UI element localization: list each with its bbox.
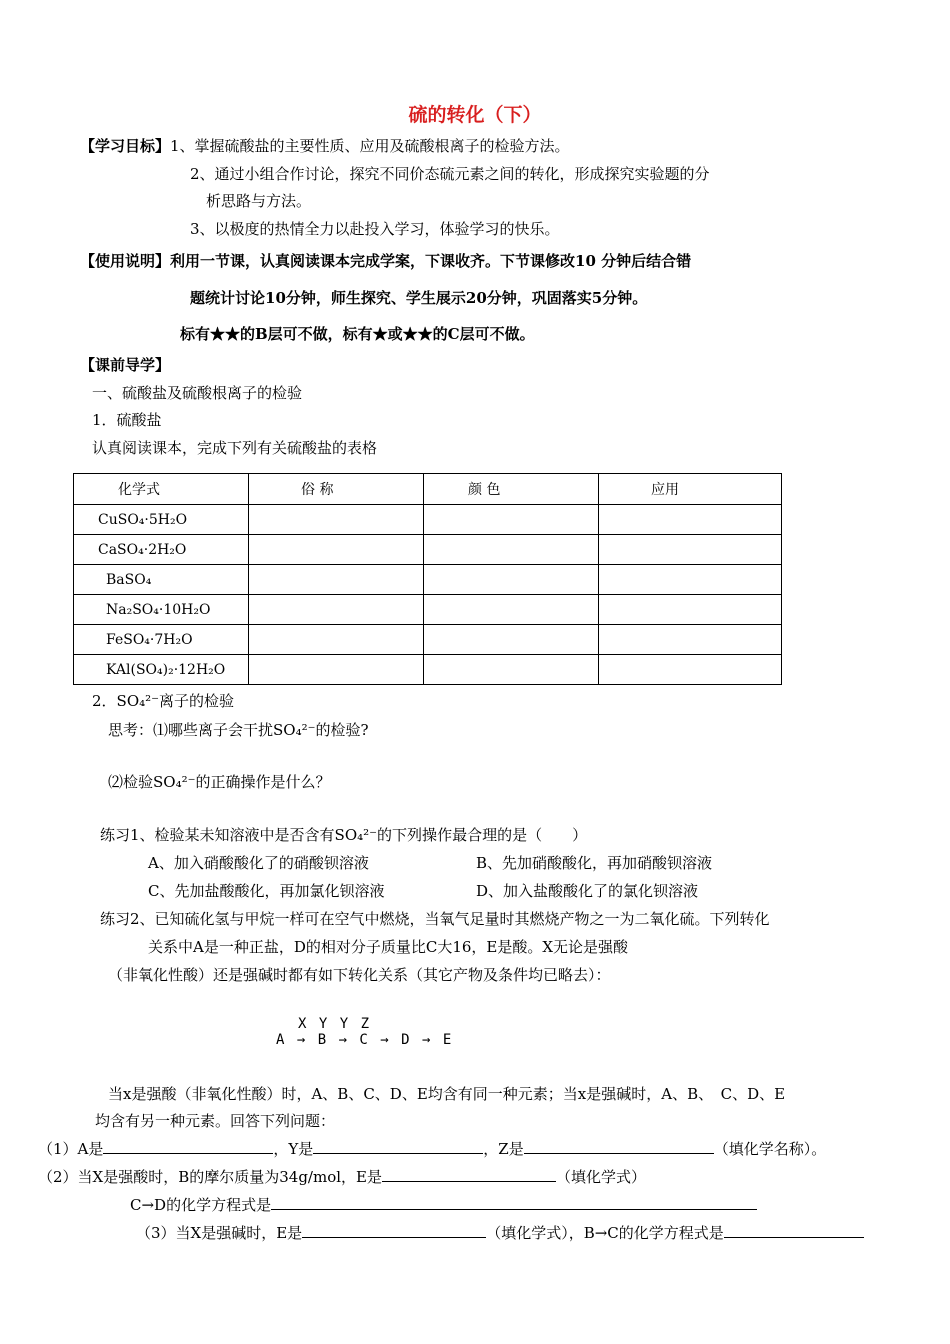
q2-label: （2）当X是强酸时，B的摩尔质量为34g/mol，E是 (38, 1168, 382, 1186)
question-3 (136, 1222, 864, 1243)
instruction: 认真阅读课本，完成下列有关硫酸盐的表格 (92, 439, 378, 457)
usage-text-2: 题统计讨论10分钟，师生探究、学生展示20分钟，巩固落实5分钟。 (190, 289, 648, 307)
exercise-1-stem: 练习1、检验某未知溶液中是否含有SO₄²⁻的下列操作最合理的是（ ） (100, 826, 588, 844)
blank-cell[interactable] (249, 595, 424, 625)
blank-cell[interactable] (424, 505, 599, 535)
blank-cell[interactable] (424, 655, 599, 685)
subsection-2: 2．SO₄²⁻离子的检验 (92, 692, 235, 710)
q2-equation-label: C→D的化学方程式是 (130, 1196, 272, 1214)
page-title: 硫的转化（下） (408, 104, 542, 126)
table-row (74, 625, 782, 655)
objective-1: 1、掌握硫酸盐的主要性质、应用及硫酸根离子的检验方法。 (170, 137, 570, 155)
blank-cell[interactable] (599, 625, 782, 655)
blank-cell[interactable] (599, 595, 782, 625)
think-question-2: ⑵检验SO₄²⁻的正确操作是什么？ (108, 773, 331, 791)
blank-cell[interactable] (424, 565, 599, 595)
blank-cell[interactable] (424, 535, 599, 565)
exercise-2-line1: 练习2、已知硫化氢与甲烷一样可在空气中燃烧，当氧气足量时其燃烧产物之一为二氧化硫。下列转化 (100, 910, 770, 928)
header-color: 颜 色 (424, 474, 599, 505)
exercise-2-line5: 均含有另一种元素。回答下列问题： (95, 1112, 336, 1130)
q1-a-label: （1）A是 (38, 1140, 104, 1158)
table-row (74, 655, 782, 685)
table-row (74, 535, 782, 565)
exercise-2-line3: （非氧化性酸）还是强碱时都有如下转化关系（其它产物及条件均已略去）： (108, 966, 611, 984)
usage-text-1: 利用一节课，认真阅读课本完成学案，下课收齐。下节课修改10 分钟后结合错 (170, 252, 692, 270)
exercise-2-line2: 关系中A是一种正盐，D的相对分子质量比C大16，E是酸。X无论是强酸 (148, 938, 629, 956)
usage-label: 【使用说明】 (80, 252, 171, 270)
table-row (74, 505, 782, 535)
think-question-1: 思考：⑴哪些离子会干扰SO₄²⁻的检验? (108, 721, 369, 739)
objectives-label: 【学习目标】 (80, 137, 171, 155)
formula-cell: BaSO₄ (74, 565, 249, 595)
blank-cell[interactable] (249, 535, 424, 565)
q1-z-label: ，Z是 (483, 1140, 524, 1158)
answer-blank-c-to-d[interactable] (271, 1195, 757, 1210)
exercise-1-option-d[interactable]: D、加入盐酸酸化了的氯化钡溶液 (476, 882, 699, 900)
blank-cell[interactable] (249, 565, 424, 595)
section-heading: 一、硫酸盐及硫酸根离子的检验 (92, 384, 303, 402)
header-formula: 化学式 (74, 474, 249, 505)
formula-cell: CuSO₄·5H₂O (74, 505, 249, 535)
objective-3: 3、以极度的热情全力以赴投入学习，体验学习的快乐。 (190, 220, 560, 238)
table-row (74, 565, 782, 595)
exercise-1-option-c[interactable]: C、先加盐酸酸化，再加氯化钡溶液 (148, 882, 385, 900)
q2-suffix: （填化学式） (556, 1168, 647, 1186)
answer-blank-y[interactable] (313, 1139, 483, 1154)
q3-mid: （填化学式），B→C的化学方程式是 (486, 1224, 724, 1242)
q3-label: （3）当X是强碱时，E是 (136, 1224, 303, 1242)
question-2-equation (130, 1194, 757, 1215)
blank-cell[interactable] (424, 625, 599, 655)
blank-cell[interactable] (424, 595, 599, 625)
answer-blank-e-acid[interactable] (382, 1167, 556, 1182)
answer-blank-z[interactable] (524, 1139, 714, 1154)
answer-blank-e-base[interactable] (302, 1223, 486, 1238)
formula-cell: KAl(SO₄)₂·12H₂O (74, 655, 249, 685)
exercise-2-line4: 当x是强酸（非氧化性酸）时，A、B、C、D、E均含有同一种元素；当x是强碱时，A、B、 C、D、E (108, 1085, 786, 1103)
question-2 (38, 1166, 646, 1187)
sulfate-table (73, 473, 782, 685)
blank-cell[interactable] (249, 625, 424, 655)
conversion-reagents: X Y Y Z (298, 1016, 372, 1032)
exercise-1-option-b[interactable]: B、先加硝酸酸化，再加硝酸钡溶液 (476, 854, 713, 872)
blank-cell[interactable] (249, 655, 424, 685)
question-1 (38, 1138, 826, 1159)
conversion-chain: A → B → C → D → E (276, 1032, 454, 1048)
objective-2b: 析思路与方法。 (206, 192, 312, 210)
usage-line1 (80, 250, 691, 271)
blank-cell[interactable] (599, 655, 782, 685)
objective-2a: 2、通过小组合作讨论，探究不同价态硫元素之间的转化，形成探究实验题的分 (190, 165, 710, 183)
blank-cell[interactable] (599, 535, 782, 565)
formula-cell: FeSO₄·7H₂O (74, 625, 249, 655)
blank-cell[interactable] (249, 505, 424, 535)
table-row (74, 595, 782, 625)
formula-cell: Na₂SO₄·10H₂O (74, 595, 249, 625)
blank-cell[interactable] (599, 505, 782, 535)
q1-y-label: ，Y是 (273, 1140, 314, 1158)
q1-suffix: （填化学名称）。 (713, 1140, 827, 1158)
exercise-1-option-a[interactable]: A、加入硝酸酸化了的硝酸钡溶液 (148, 854, 369, 872)
subsection-1: 1．硫酸盐 (92, 411, 162, 429)
preview-label: 【课前导学】 (80, 356, 171, 374)
header-common-name: 俗 称 (249, 474, 424, 505)
usage-text-3: 标有★★的B层可不做，标有★或★★的C层可不做。 (180, 325, 535, 343)
blank-cell[interactable] (599, 565, 782, 595)
objectives-line1 (80, 135, 570, 156)
answer-blank-a[interactable] (103, 1139, 273, 1154)
formula-cell: CaSO₄·2H₂O (74, 535, 249, 565)
table-header-row (74, 474, 782, 505)
answer-blank-b-to-c[interactable] (724, 1223, 864, 1238)
header-application: 应用 (599, 474, 782, 505)
